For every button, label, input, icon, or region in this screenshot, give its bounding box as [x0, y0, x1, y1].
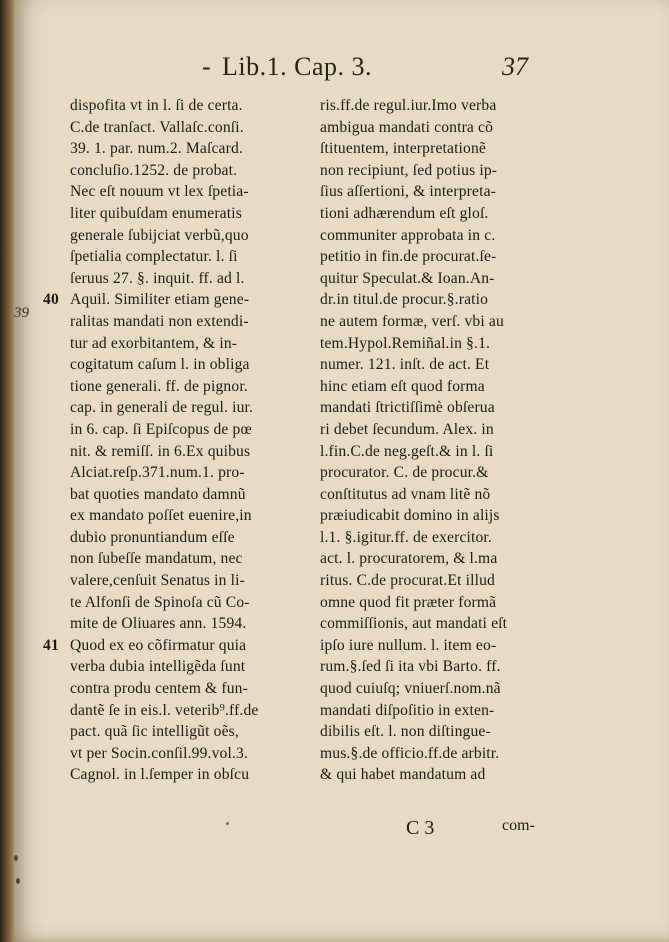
text-line: ipſo iure nullum. l. item eo- [320, 636, 497, 654]
text-line: Nec eſt nouum vt lex ſpetia- [70, 183, 249, 201]
text-line: ex mandato poſſet euenire,in [70, 507, 252, 525]
signature-mark: C 3 [406, 817, 435, 839]
text-line: concluſio.1252. de probat. [70, 161, 238, 179]
text-line: dubio pronuntiandum eſſe [70, 528, 235, 546]
text-line: tem.Hypol.Remiñal.in §.1. [320, 334, 491, 352]
running-head [14, 52, 669, 86]
text-line: rum.§.ſed ſi ita vbi Barto. ff. [320, 658, 501, 676]
text-line: ralitas mandati non extendi- [70, 312, 249, 330]
text-line: ne autem formæ, verſ. vbi au [320, 312, 504, 330]
text-line: bat quoties mandato damnũ [70, 485, 246, 503]
text-line: liter quibuſdam enumeratis [70, 204, 242, 222]
book-page [14, 0, 669, 942]
text-line: dr.in titul.de procur.§.ratio [320, 291, 489, 309]
text-line: quitur Speculat.& Ioan.An- [320, 269, 495, 287]
right-column [320, 95, 570, 786]
text-line: præiudicabit domino in alijs [320, 507, 500, 525]
outer-margin-number: 39 [14, 305, 29, 321]
text-line: ſius aſſertioni, & interpreta- [320, 183, 496, 201]
text-line: generale ſubijciat verbũ,quo [70, 226, 249, 244]
text-line: petitio in fin.de procurat.ſe- [320, 248, 497, 266]
text-line: procurator. C. de procur.& [320, 464, 489, 482]
text-line: ris.ff.de regul.iur.Imo verba [320, 97, 497, 114]
text-line: mandati ſtrictiſſimè obſerua [320, 399, 495, 417]
running-head-title: Lib.1. Cap. 3. [222, 52, 372, 81]
ink-speck [226, 822, 229, 825]
text-line: dispofita vt in l. ſi de certa. [70, 97, 243, 114]
text-line: conſtitutus ad vnam litẽ nõ [320, 485, 491, 503]
text-line: ri debet ſecundum. Alex. in [320, 420, 494, 438]
text-line: in 6. cap. ſi Epiſcopus de pœ [70, 420, 252, 438]
text-line: omne quod fit præter formã [320, 593, 497, 611]
text-line: 39. 1. par. num.2. Maſcard. [70, 140, 243, 158]
left-column [43, 95, 320, 786]
text-line: non recipiunt, ſed potius ip- [320, 161, 498, 179]
text-line: ambigua mandati contra cõ [320, 118, 494, 136]
text-line: nit. & remiſſ. in 6.Ex quibus [70, 442, 251, 460]
text-line: valere,cenſuit Senatus in li- [70, 572, 245, 590]
text-line: cap. in generali de regul. iur. [70, 399, 254, 417]
text-line: ſpetialia complectatur. l. ſi [70, 248, 238, 266]
text-line: hinc etiam eſt quod forma [320, 377, 485, 395]
text-line: communiter approbata in c. [320, 226, 496, 244]
text-line: tioni adhærendum eſt gloſ. [320, 204, 489, 222]
text-line: commiſſionis, aut mandati eſt [320, 615, 508, 633]
text-line: act. l. procuratorem, & l.ma [320, 550, 498, 568]
text-line: non ſubeſſe mandatum, nec [70, 550, 243, 568]
text-line: dantẽ ſe in eis.l. veterib⁹.ff.de [70, 701, 259, 719]
text-line: mus.§.de officio.ff.de arbitr. [320, 744, 500, 762]
ink-speck [16, 878, 20, 884]
marginal-note-number: 40 [43, 291, 59, 309]
text-line: verba dubia intelligẽda ſunt [70, 658, 246, 676]
text-line: Alciat.reſp.371.num.1. pro- [70, 464, 245, 482]
text-line: vt per Socin.conſil.99.vol.3. [70, 744, 249, 762]
text-line: Quod ex eo cõfirmatur quia [70, 636, 247, 654]
text-line: pact. quã ſic intelligũt oẽs, [70, 723, 239, 741]
text-line: contra produ centem & fun- [70, 680, 248, 698]
text-line: mandati diſpoſitio in exten- [320, 701, 495, 719]
text-line: C.de tranſact. Vallaſc.conſi. [70, 118, 244, 136]
text-line: ſeruus 27. §. inquit. ff. ad l. [70, 269, 245, 287]
text-line: Aquil. Similiter etiam gene- [70, 291, 250, 309]
text-line: te Alfonſi de Spinoſa cũ Co- [70, 593, 250, 611]
ink-speck [14, 855, 18, 861]
book-gutter-edge [0, 0, 14, 942]
text-line: ſtituentem, interpretationẽ [320, 140, 486, 158]
text-line: dibilis eſt. l. non diſtingue- [320, 723, 491, 741]
text-line: quod cuiuſq; vniuerſ.nom.nã [320, 680, 501, 698]
text-line: l.1. §.igitur.ff. de exercitor. [320, 528, 492, 546]
text-line: Cagnol. in l.ſemper in obſcu [70, 766, 250, 784]
text-line: & qui habet mandatum ad [320, 766, 486, 784]
text-line: mite de Oliuares ann. 1594. [70, 615, 247, 633]
folio-number: 37 [502, 52, 528, 81]
marginal-note-number: 41 [43, 637, 59, 654]
text-line: tione generali. ff. de pignor. [70, 377, 248, 395]
text-line: l.fin.C.de neg.geſt.& in l. ſi [320, 442, 494, 460]
text-line: ritus. C.de procurat.Et illud [320, 572, 495, 590]
running-head-dash: - [202, 52, 211, 81]
text-line: cogitatum caſum l. in obliga [70, 356, 250, 374]
catchword: com- [502, 817, 535, 834]
text-line: numer. 121. inſt. de act. Et [320, 356, 490, 374]
text-line: tur ad exorbitantem, & in- [70, 334, 238, 352]
